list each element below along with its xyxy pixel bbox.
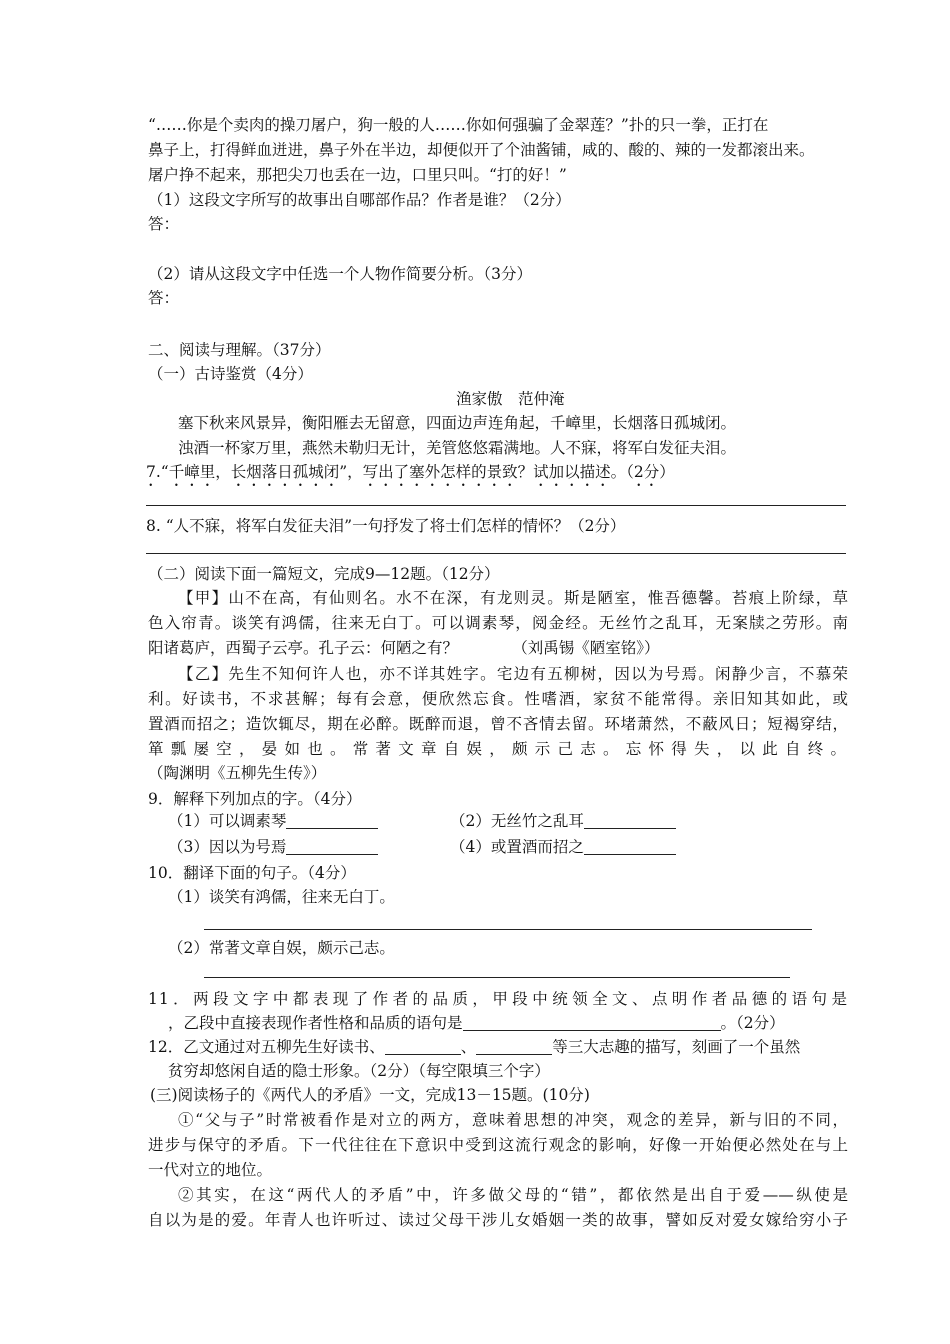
q9-item-1-text: （1）可以调素琴 bbox=[168, 812, 287, 830]
answer-line-7 bbox=[146, 505, 846, 506]
poem-line-1: 塞下秋来风景异，衡阳雁去无留意，四面边声连角起，千嶂里，长烟落日孤城闭。 bbox=[178, 414, 737, 432]
q12-sep: 、 bbox=[460, 1038, 477, 1056]
yi-line-3: 置酒而招之；造饮辄尽，期在必醉。既醉而退，曾不吝情去留。环堵萧然，不蔽风日；短褐穿结， bbox=[148, 715, 848, 733]
question-10: 10．翻译下面的句子。（4分） bbox=[148, 864, 356, 882]
passage-line-1: “……你是个卖肉的操刀屠户，狗一般的人……你如何强骗了金翠莲？”扑的只一拳，正打在 bbox=[148, 116, 769, 134]
q10-item-1: （1）谈笑有鸿儒，往来无白丁。 bbox=[168, 888, 395, 906]
yi-line-2: 利。好读书，不求甚解；每有会意，便欣然忘食。性嗜酒，家贫不能常得。亲旧知其如此，或 bbox=[148, 690, 848, 708]
q11-part-b: ，乙段中直接表现作者性格和品质的语句是 bbox=[168, 1014, 463, 1032]
question-9: 9．解释下列加点的字。（4分） bbox=[148, 790, 362, 808]
q9-item-1 bbox=[168, 810, 378, 832]
q9-item-4-text: （4）或置酒而招之 bbox=[450, 838, 584, 856]
question-12-line-2: 贫穷却悠闲自适的隐士形象。（2分）（每空限填三个字） bbox=[168, 1062, 550, 1080]
subsection-essay: (三)阅读杨子的《两代人的矛盾》一文，完成13－15题。(10分) bbox=[150, 1086, 590, 1104]
subsection-poem: （一）古诗鉴赏（4分） bbox=[148, 365, 313, 383]
answer-line-8 bbox=[146, 553, 846, 554]
answer-label-1: 答： bbox=[148, 215, 180, 233]
poem-title: 渔家傲 范仲淹 bbox=[456, 390, 565, 408]
question-2: （2）请从这段文字中任选一个人物作简要分析。（3分） bbox=[148, 265, 532, 283]
q9-blank-3[interactable] bbox=[286, 838, 378, 855]
q9-blank-4[interactable] bbox=[584, 838, 676, 855]
question-7-number: 7. bbox=[146, 463, 161, 481]
question-8: 8. “人不寐，将军白发征夫泪”一句抒发了将士们怎样的情怀？（2分） bbox=[146, 517, 626, 535]
section-heading: 二、阅读与理解。（37分） bbox=[148, 341, 331, 359]
poem-line-2: 浊酒一杯家万里，燕然未勒归无计，羌管悠悠霜满地。人不寐，将军白发征夫泪。 bbox=[178, 439, 737, 457]
jia-line-2: 色入帘青。谈笑有鸿儒，往来无白丁。可以调素琴，阅金经。无丝竹之乱耳，无案牍之劳形。南 bbox=[148, 614, 848, 632]
q9-blank-1[interactable] bbox=[286, 812, 378, 829]
q12-part-a: 12．乙文通过对五柳先生好读书、 bbox=[148, 1038, 385, 1056]
essay-p2-line-1: ②其实，在这“两代人的矛盾”中，许多做父母的“错”，都依然是出自于爱——纵使是 bbox=[178, 1186, 848, 1204]
essay-p1-line-1: ①“父与子”时常被看作是对立的两方，意味着思想的冲突，观念的差异，新与旧的不同， bbox=[178, 1111, 848, 1129]
essay-p1-line-3: 一代对立的地位。 bbox=[148, 1161, 273, 1179]
q10-answer-line-2[interactable] bbox=[204, 977, 790, 978]
question-7 bbox=[146, 461, 675, 490]
question-1: （1）这段文字所写的故事出自哪部作品？作者是谁？（2分） bbox=[148, 191, 571, 209]
q9-item-2 bbox=[450, 810, 676, 832]
q9-item-2-text: （2）无丝竹之乱耳 bbox=[450, 812, 584, 830]
answer-label-2: 答： bbox=[148, 289, 180, 307]
q9-item-4 bbox=[450, 836, 676, 858]
q12-blank-1[interactable] bbox=[385, 1038, 461, 1055]
yi-source: （陶渊明《五柳先生传》） bbox=[148, 764, 327, 782]
question-12-line-1 bbox=[148, 1036, 800, 1058]
q11-part-c: 。（2分） bbox=[720, 1014, 785, 1032]
question-11-line-1: 11．两段文字中都表现了作者的品质，甲段中统领全文、点明作者品德的语句是 bbox=[148, 990, 848, 1008]
subsection-prose: （二）阅读下面一篇短文，完成9—12题。（12分） bbox=[148, 565, 500, 583]
essay-p2-line-2: 自以为是的爱。年青人也许听过、读过父母干涉儿女婚姻一类的故事，譬如反对爱女嫁给穷小子 bbox=[148, 1211, 848, 1229]
jia-line-1: 【甲】山不在高，有仙则名。水不在深，有龙则灵。斯是陋室，惟吾德馨。苔痕上阶绿，草 bbox=[178, 589, 848, 607]
essay-p1-line-2: 进步与保守的矛盾。下一代往往在下意识中受到这流行观念的影响，好像一开始便必然处在与上 bbox=[148, 1136, 848, 1154]
passage-line-3: 屠户挣不起来，那把尖刀也丢在一边，口里只叫。“打的好！” bbox=[148, 166, 567, 184]
yi-line-1: 【乙】先生不知何许人也，亦不详其姓字。宅边有五柳树，因以为号焉。闲静少言，不慕荣 bbox=[178, 665, 848, 683]
jia-line-3: 阳诸葛庐，西蜀子云亭。孔子云：何陋之有？ （刘禹锡《陋室铭》） bbox=[148, 639, 660, 657]
yi-line-4: 箪瓢屡空，晏如也。常著文章自娱，颇示己志。忘怀得失，以此自终。 bbox=[148, 740, 848, 758]
question-7-text: “千嶂里，长烟落日孤城闭”，写出了塞外怎样的景致？试加以描述。（2分） bbox=[160, 463, 675, 481]
q10-answer-line-1[interactable] bbox=[204, 929, 812, 930]
q9-item-3 bbox=[168, 836, 378, 858]
q11-blank[interactable] bbox=[463, 1014, 721, 1031]
q9-blank-2[interactable] bbox=[584, 812, 676, 829]
q12-part-b: 等三大志趣的描写，刻画了一个虽然 bbox=[552, 1038, 801, 1056]
q12-blank-2[interactable] bbox=[476, 1038, 552, 1055]
q9-item-3-text: （3）因以为号焉 bbox=[168, 838, 287, 856]
q10-item-2: （2）常著文章自娱，颇示己志。 bbox=[168, 939, 395, 957]
question-11-line-2 bbox=[168, 1012, 785, 1034]
passage-line-2: 鼻子上，打得鲜血迸进，鼻子外在半边，却便似开了个油酱铺，咸的、酸的、辣的一发都滚出来。 bbox=[148, 141, 815, 159]
